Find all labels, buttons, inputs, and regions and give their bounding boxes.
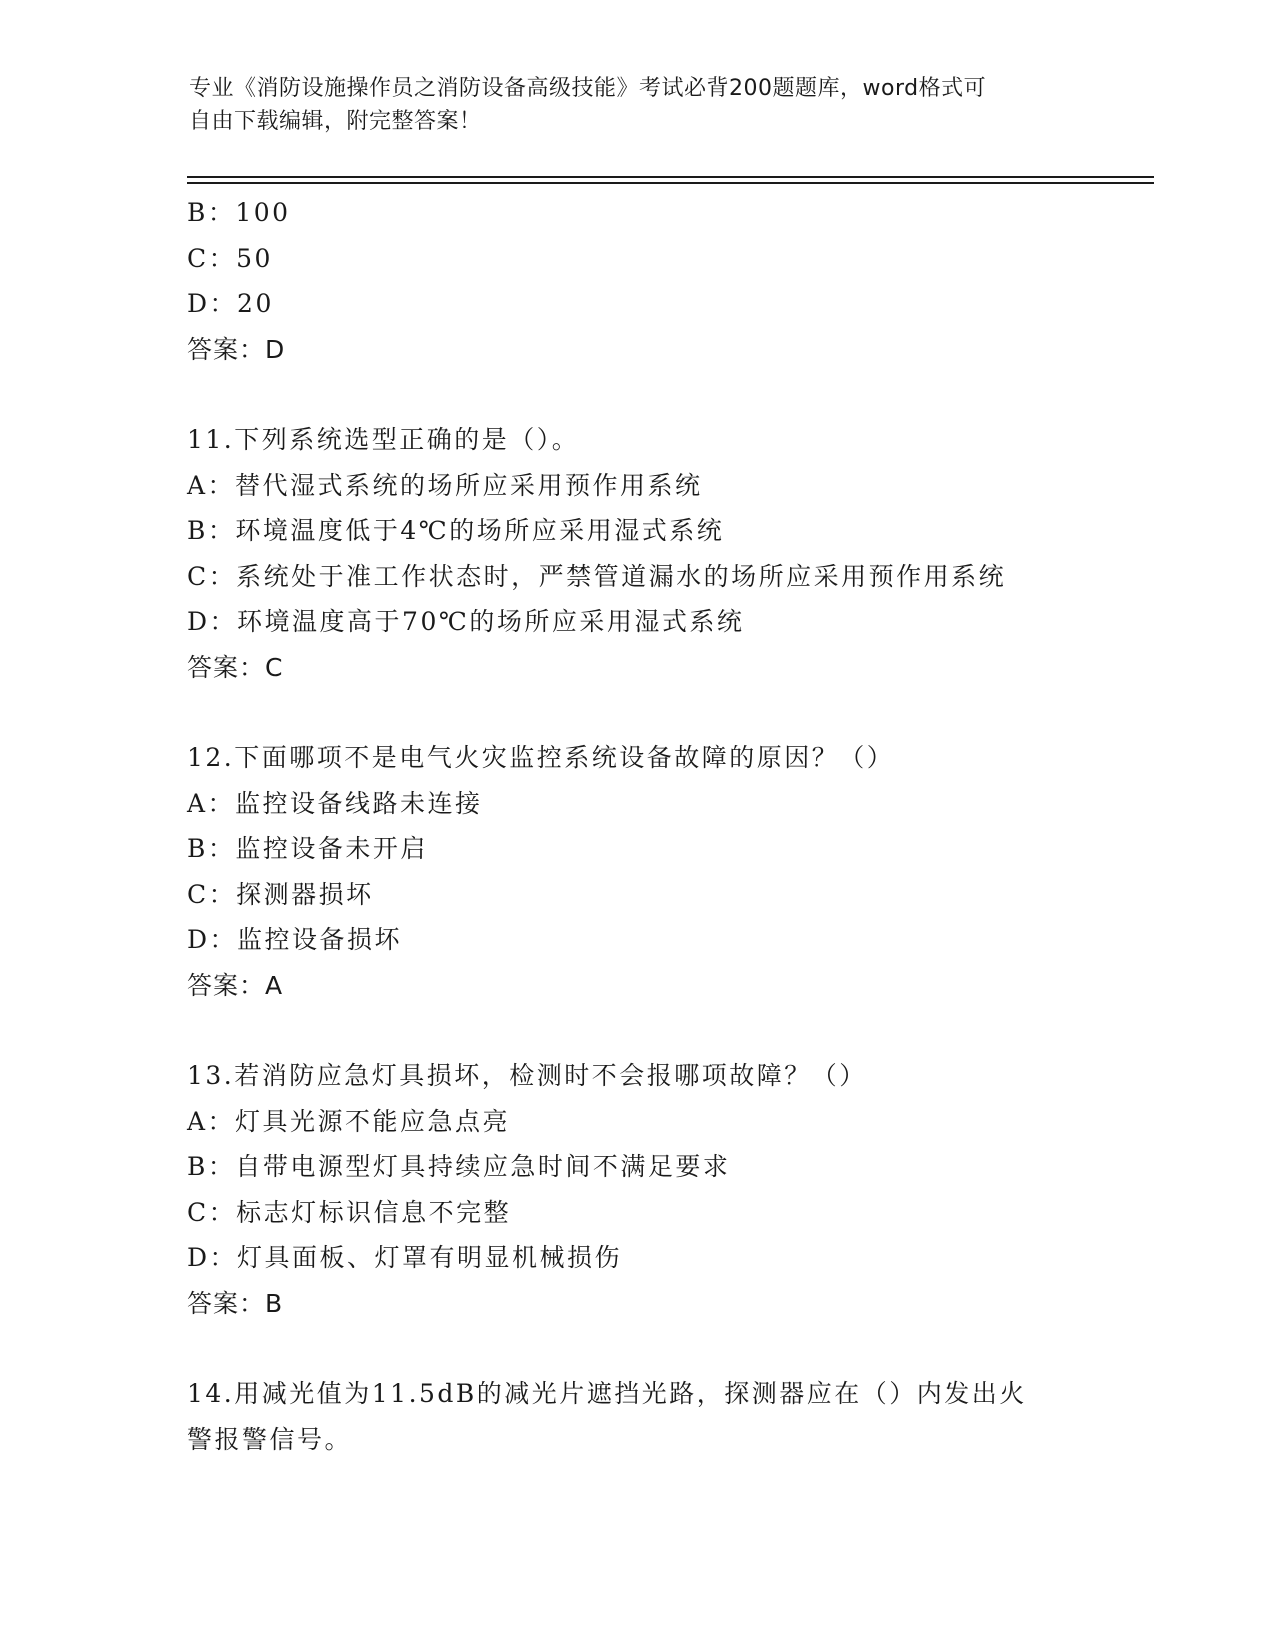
option-c: C：标志灯标识信息不完整 — [187, 1197, 512, 1227]
question-text: 13.若消防应急灯具损坏，检测时不会报哪项故障？（） — [187, 1061, 867, 1090]
option-c: C：系统处于准工作状态时，严禁管道漏水的场所应采用预作用系统 — [187, 561, 1007, 591]
option-a: A：灯具光源不能应急点亮 — [187, 1106, 511, 1136]
option-b: B：监控设备未开启 — [187, 834, 428, 863]
option-d: D：监控设备损坏 — [187, 925, 403, 954]
option-b: B：100 — [187, 198, 291, 227]
option-c: C：探测器损坏 — [187, 879, 374, 909]
option-d: D：环境温度高于70℃的场所应采用湿式系统 — [187, 607, 745, 636]
option-c: C：50 — [187, 243, 273, 273]
question-text-line-1: 14.用减光值为11.5dB的减光片遮挡光路，探测器应在（）内发出火 — [187, 1379, 1027, 1408]
option-d: D：20 — [187, 289, 274, 318]
option-b: B：自带电源型灯具持续应急时间不满足要求 — [187, 1152, 731, 1181]
option-a: A：替代湿式系统的场所应采用预作用系统 — [187, 470, 703, 500]
header-line-2: 自由下载编辑，附完整答案！ — [189, 109, 482, 134]
question-text-line-2: 警报警信号。 — [187, 1424, 353, 1454]
option-a: A：监控设备线路未连接 — [187, 788, 483, 818]
question-block-continued — [187, 190, 1087, 372]
question-text: 11.下列系统选型正确的是（）。 — [187, 425, 580, 454]
question-block-11 — [187, 417, 1087, 690]
header-line-1: 专业《消防设施操作员之消防设备高级技能》考试必背200题题库，word格式可 — [189, 76, 987, 101]
answer-line: 答案：D — [187, 334, 286, 364]
option-d: D：灯具面板、灯罩有明显机械损伤 — [187, 1243, 623, 1272]
answer-line: 答案：C — [187, 652, 284, 682]
document-content — [187, 190, 1087, 1462]
answer-line: 答案：A — [187, 970, 284, 1000]
header-divider-top — [187, 176, 1154, 178]
question-block-13 — [187, 1053, 1087, 1326]
header-divider-bottom — [187, 182, 1154, 184]
answer-line: 答案：B — [187, 1288, 284, 1318]
question-block-12 — [187, 735, 1087, 1008]
option-b: B：环境温度低于4℃的场所应采用湿式系统 — [187, 516, 725, 545]
question-text: 12.下面哪项不是电气火灾监控系统设备故障的原因？（） — [187, 743, 895, 772]
question-block-14 — [187, 1371, 1087, 1462]
document-header — [189, 72, 1069, 138]
